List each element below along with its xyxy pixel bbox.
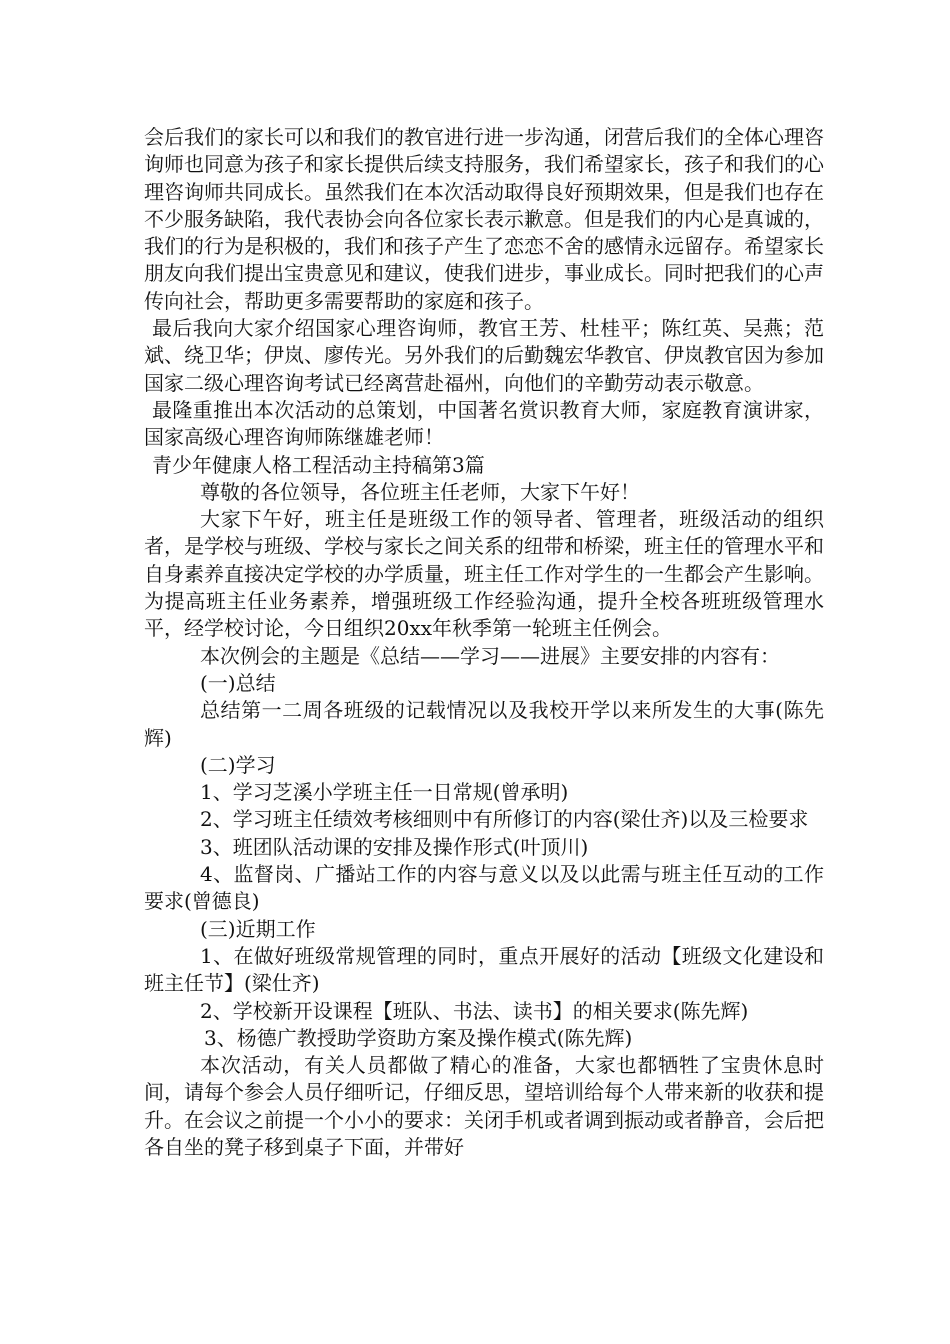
list-item: 3、班团队活动课的安排及操作形式(叶顶川) [200,834,589,859]
paragraph-meeting-requirements: 本次活动，有关人员都做了精心的准备，大家也都牺牲了宝贵休息时间，请每个参会人员仔细听记，仔细反思，望培训给每个人带来新的收获和提升。在会议之前提一个小小的要求：关闭手机或者调到振动或者静音，会后把各自坐的凳子移到桌子下面，并带好 [144,1053,824,1159]
paragraph-closing-remarks: 会后我们的家长可以和我们的教官进行进一步沟通，闭营后我们的全体心理咨询师也同意为孩子和家长提供后续支持服务，我们希望家长，孩子和我们的心理咨询师共同成长。虽然我们在本次活动取得良好预期效果，但是我们也存在不少服务缺陷，我代表协会向各位家长表示歉意。但是我们的内心是真诚的，我们的行为是积极的，我们和孩子产生了恋恋不舍的感情永远留存。希望家长朋友向我们提出宝贵意见和建议，使我们进步，事业成长。同时把我们的心声传向社会，帮助更多需要帮助的家庭和孩子。 [144,125,824,313]
list-item: 2、学习班主任绩效考核细则中有所修订的内容(梁仕齐)以及三检要求 [200,807,809,832]
list-item: 4、监督岗、广播站工作的内容与意义以及以此需与班主任互动的工作要求(曾德良) [144,862,824,914]
paragraph-greeting: 尊敬的各位领导，各位班主任老师，大家下午好！ [200,479,640,504]
section-heading: 青少年健康人格工程活动主持稿第3篇 [152,452,485,477]
list-item: 3、杨德广教授助学资助方案及操作模式(陈先辉) [204,1025,633,1050]
list-item: 2、学校新开设课程【班队、书法、读书】的相关要求(陈先辉) [200,998,749,1023]
list-item: 1、在做好班级常规管理的同时，重点开展好的活动【班级文化建设和班主任节】(梁仕齐) [144,943,824,996]
paragraph-opening: 大家下午好，班主任是班级工作的领导者、管理者，班级活动的组织者，是学校与班级、学校与家长之间关系的纽带和桥梁，班主任的管理水平和自身素养直接决定学校的办学质量，班主任工作对学生的一生都会产生影响。为提高班主任业务素养，增强班级工作经验沟通，提升全校各班班级管理水平，经学校讨论，今日组织20xx年秋季第一轮班主任例会。 [144,507,824,641]
paragraph-introduce-planner: 最隆重推出本次活动的总策划，中国著名赏识教育大师，家庭教育演讲家，国家高级心理咨询师陈继雄老师！ [144,397,824,450]
paragraph-theme: 本次例会的主题是《总结——学习——进展》主要安排的内容有： [200,643,780,668]
paragraph-introduce-counselors: 最后我向大家介绍国家心理咨询师，教官王芳、杜桂平；陈红英、吴燕；范斌、绕卫华；伊岚、廖传光。另外我们的后勤魏宏华教官、伊岚教官因为参加国家二级心理咨询考试已经离营赴福州，向他们的辛勤劳动表示敬意。 [144,316,824,395]
subheading-study: (二)学习 [200,752,276,777]
list-item: 1、学习芝溪小学班主任一日常规(曾承明) [200,780,569,805]
document-body [144,124,824,1161]
subheading-recent-work: (三)近期工作 [200,916,316,941]
paragraph-summary-item: 总结第一二周各班级的记载情况以及我校开学以来所发生的大事(陈先辉) [144,698,824,750]
subheading-summary: (一)总结 [200,670,276,695]
